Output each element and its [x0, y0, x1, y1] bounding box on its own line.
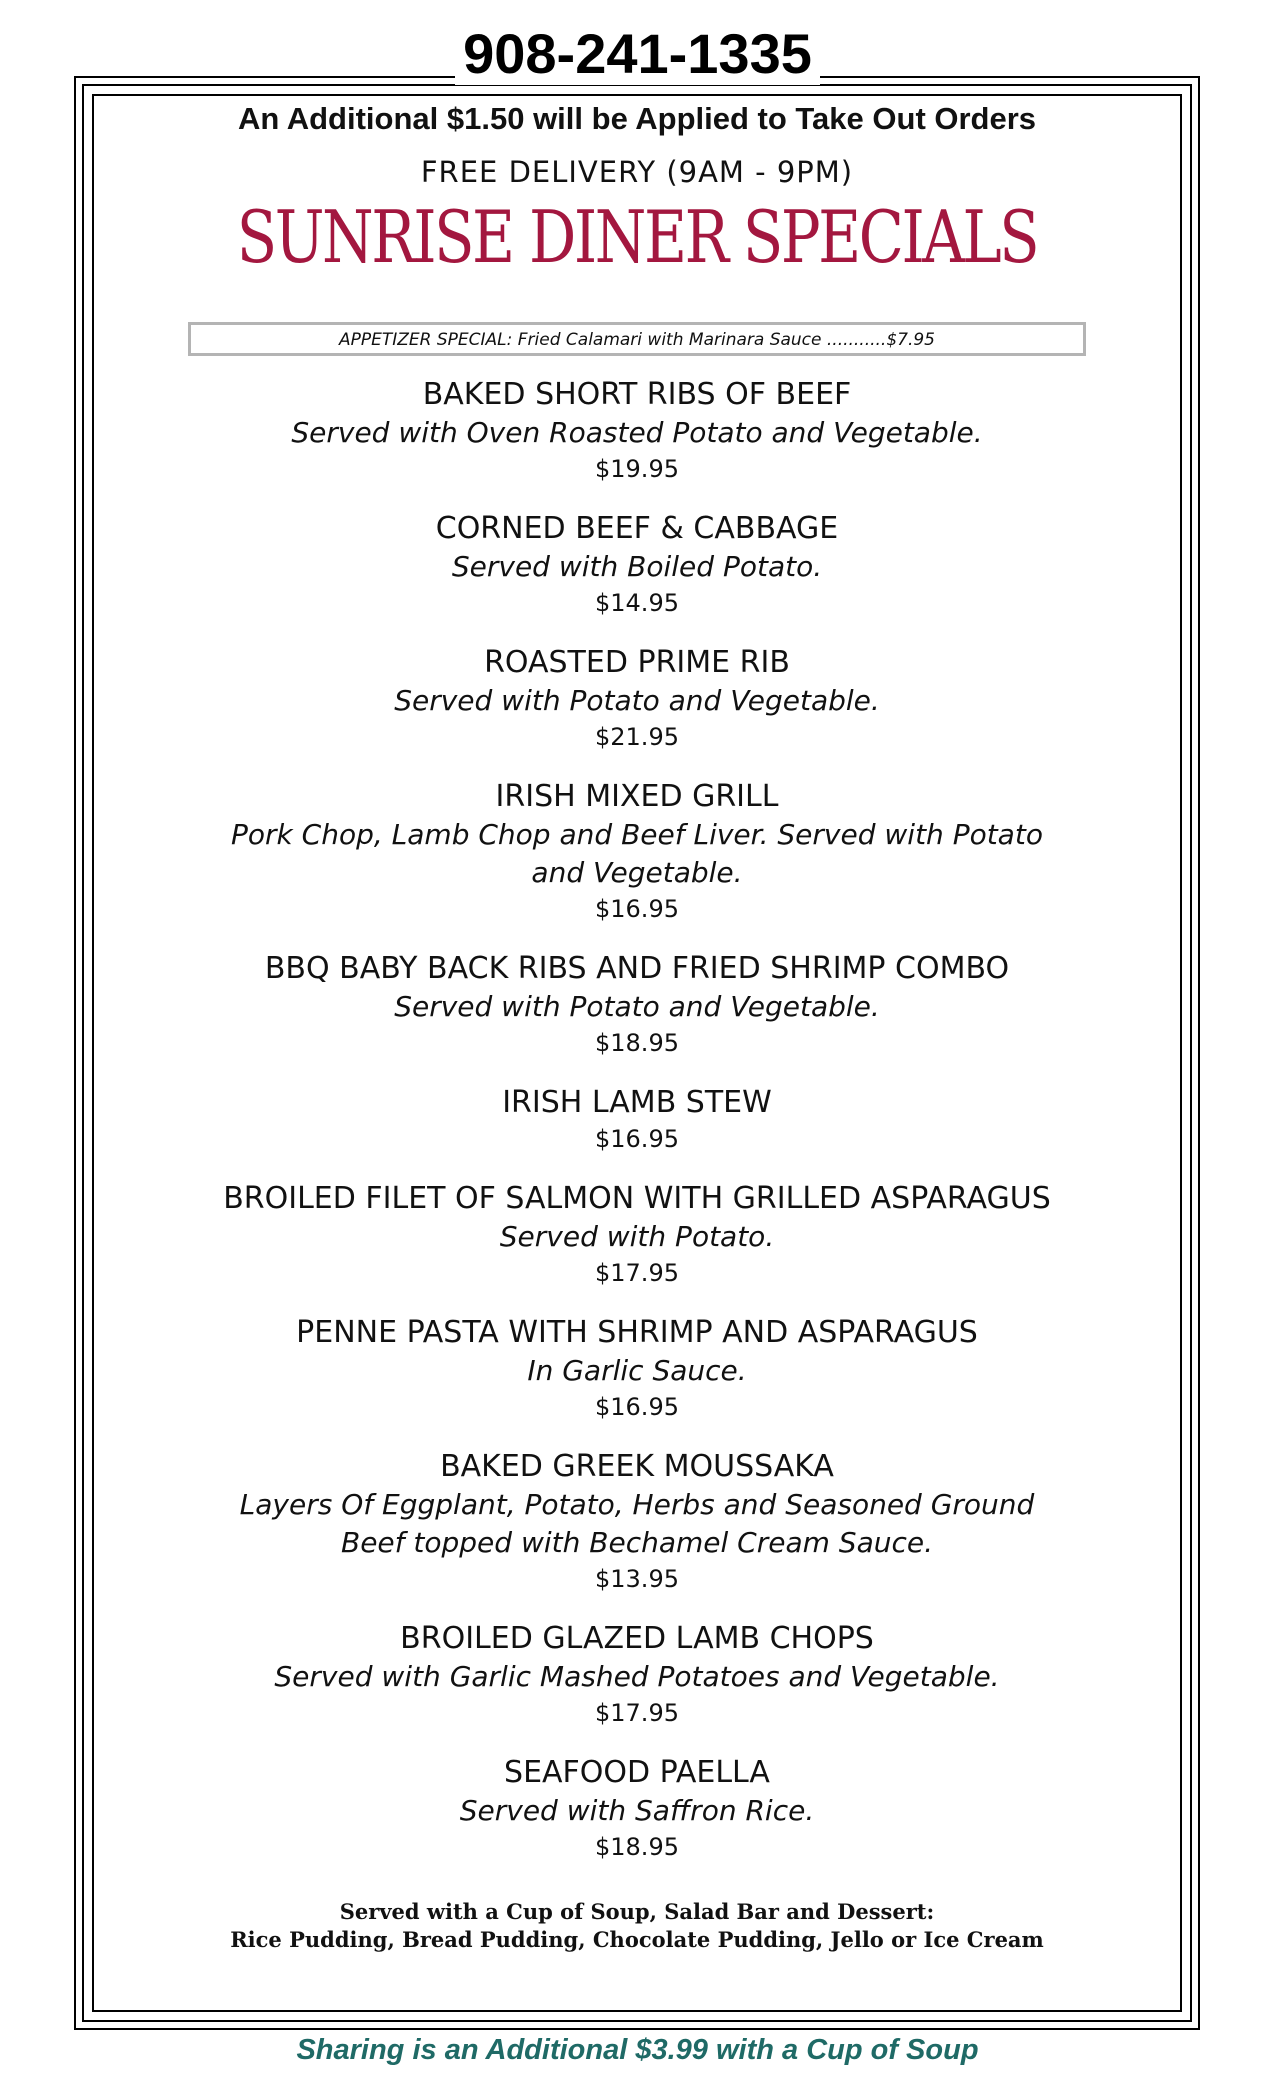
- item-price: $16.95: [595, 1125, 679, 1153]
- phone-number: [0, 22, 1275, 86]
- item-price: $16.95: [595, 895, 679, 923]
- phone-number-text: 908-241-1335: [455, 22, 820, 85]
- item-name: BAKED SHORT RIBS OF BEEF: [422, 377, 852, 412]
- item-description: Served with Potato.: [499, 1220, 775, 1253]
- item-price: $14.95: [595, 589, 679, 617]
- menu-item: [96, 778, 1178, 926]
- item-name: BROILED GLAZED LAMB CHOPS: [400, 1621, 874, 1656]
- item-description: In Garlic Sauce.: [527, 1354, 747, 1387]
- item-name: IRISH LAMB STEW: [502, 1085, 772, 1120]
- specials-list: [96, 376, 1178, 1864]
- item-name: BBQ BABY BACK RIBS AND FRIED SHRIMP COMBO: [264, 951, 1010, 986]
- menu-item: [96, 510, 1178, 620]
- item-description: Served with Potato and Vegetable.: [394, 684, 880, 717]
- item-description: Served with Garlic Mashed Potatoes and Vegetable.: [274, 1660, 1000, 1693]
- item-name: BROILED FILET OF SALMON WITH GRILLED ASPARAGUS: [223, 1181, 1051, 1216]
- page-title: SUNRISE DINER SPECIALS: [236, 195, 1038, 279]
- menu-item: [96, 1084, 1178, 1156]
- item-price: $13.95: [595, 1565, 679, 1593]
- included-sides-line-2: Rice Pudding, Bread Pudding, Chocolate Pudding, Jello or Ice Cream: [230, 1927, 1044, 1952]
- menu-item: [96, 1448, 1178, 1596]
- item-name: PENNE PASTA WITH SHRIMP AND ASPARAGUS: [296, 1315, 978, 1350]
- takeout-notice: An Additional $1.50 will be Applied to Take Out Orders: [237, 101, 1037, 136]
- item-description: Served with Oven Roasted Potato and Vegetable.: [291, 416, 983, 449]
- menu-item: [96, 1620, 1178, 1730]
- menu-item: [96, 1754, 1178, 1864]
- item-name: SEAFOOD PAELLA: [504, 1755, 770, 1790]
- item-description: Served with Boiled Potato.: [451, 550, 823, 583]
- menu-item: [96, 376, 1178, 486]
- included-sides-line-1: Served with a Cup of Soup, Salad Bar and Dessert:: [339, 1899, 935, 1924]
- included-sides-note: [96, 1898, 1178, 1954]
- item-price: $21.95: [595, 723, 679, 751]
- menu-item: [96, 1314, 1178, 1424]
- item-price: $17.95: [595, 1699, 679, 1727]
- menu-item: [96, 1180, 1178, 1290]
- item-price: $16.95: [595, 1393, 679, 1421]
- menu-item: [96, 950, 1178, 1060]
- item-price: $18.95: [595, 1833, 679, 1861]
- item-price: $17.95: [595, 1259, 679, 1287]
- item-description: Served with Potato and Vegetable.: [394, 990, 880, 1023]
- item-price: $19.95: [595, 455, 679, 483]
- item-name: ROASTED PRIME RIB: [484, 645, 790, 680]
- item-name: CORNED BEEF & CABBAGE: [435, 511, 839, 546]
- item-description: Served with Saffron Rice.: [459, 1794, 815, 1827]
- menu-item: [96, 644, 1178, 754]
- sharing-notice: Sharing is an Additional $3.99 with a Cup of Soup: [296, 2034, 979, 2066]
- appetizer-special: APPETIZER SPECIAL: Fried Calamari with Marinara Sauce ...........$7.95: [188, 322, 1086, 356]
- item-name: BAKED GREEK MOUSSAKA: [440, 1449, 834, 1484]
- item-name: IRISH MIXED GRILL: [495, 779, 779, 814]
- item-description: Pork Chop, Lamb Chop and Beef Liver. Served with Potato and Vegetable.: [231, 818, 1043, 889]
- item-price: $18.95: [595, 1029, 679, 1057]
- menu-content: [96, 96, 1178, 1954]
- delivery-notice: FREE DELIVERY (9AM - 9PM): [420, 155, 854, 189]
- item-description: Layers Of Eggplant, Potato, Herbs and Seasoned Ground Beef topped with Bechamel Cream Sauce.: [239, 1488, 1035, 1559]
